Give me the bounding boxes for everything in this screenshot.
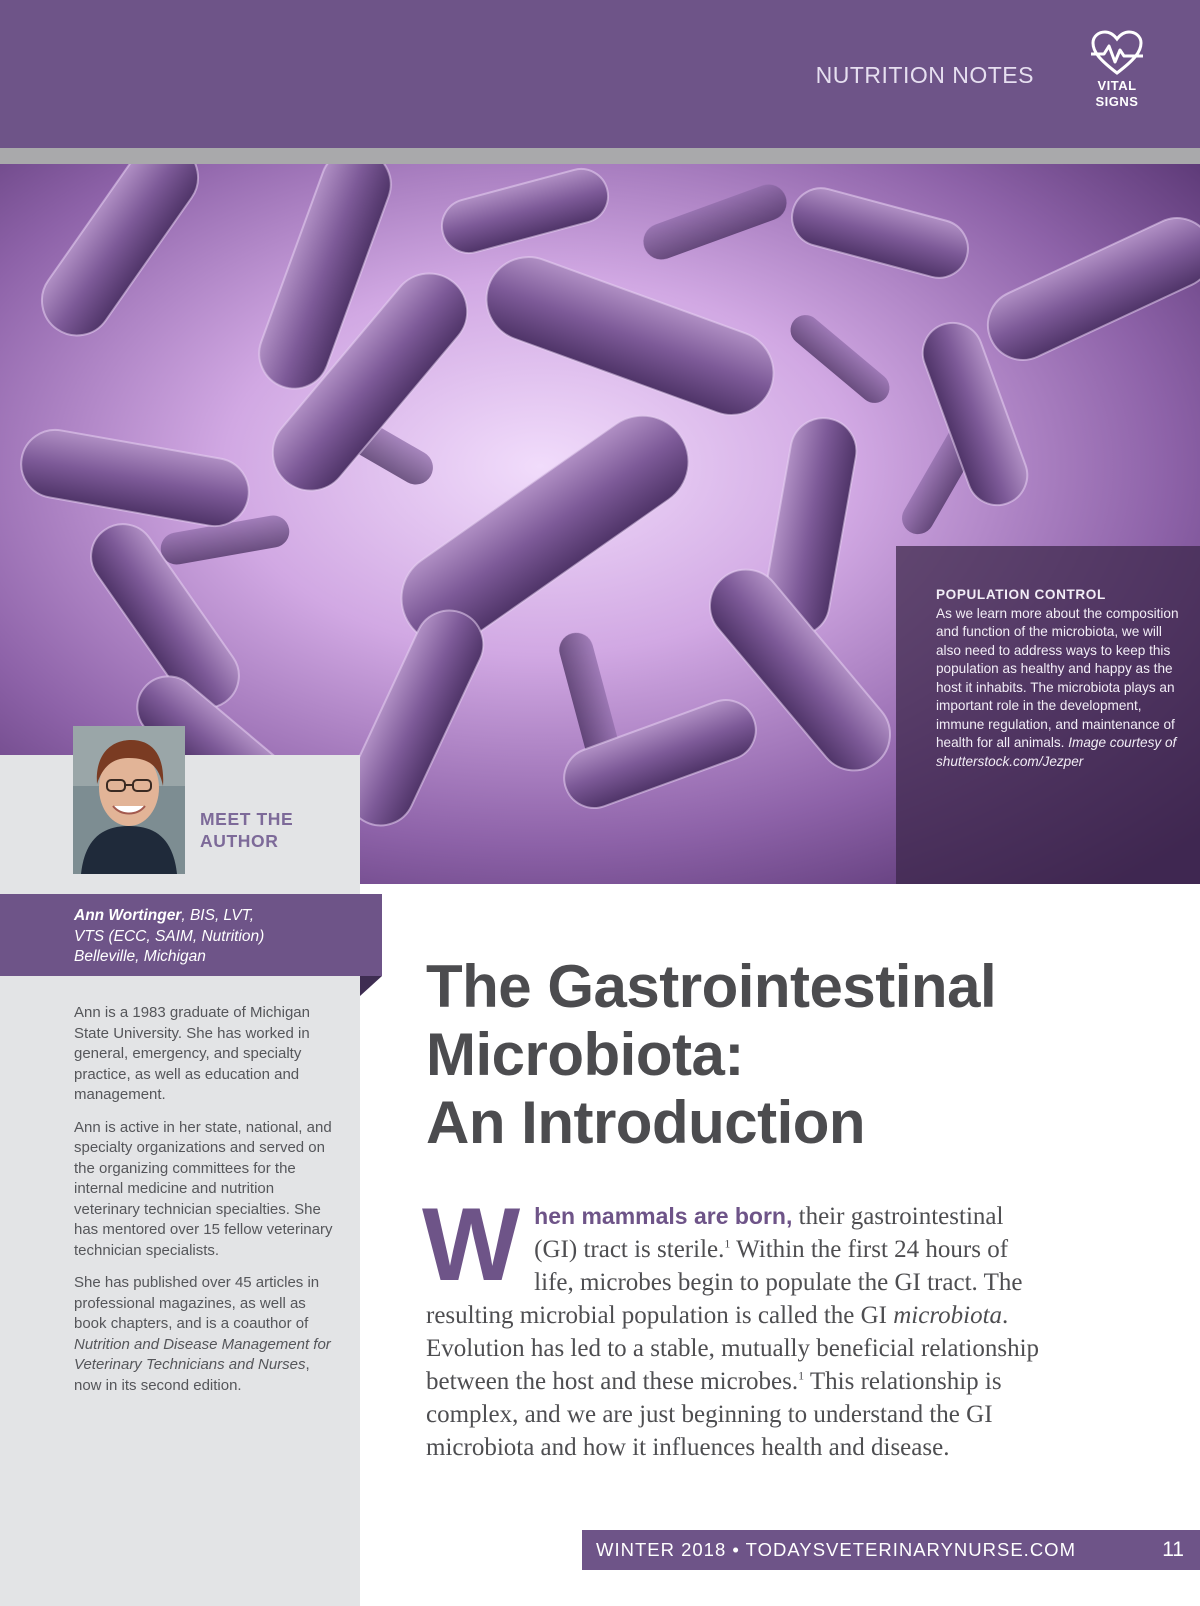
header-divider bbox=[0, 148, 1200, 164]
term-microbiota: microbiota bbox=[893, 1302, 1003, 1329]
author-degrees: , BIS, LVT, bbox=[181, 907, 255, 924]
author-name: Ann Wortinger bbox=[74, 907, 182, 924]
band-fold bbox=[360, 976, 382, 996]
intro-text-b: Within the first 24 hours of life, microbes begin to populate the GI tract. The resulting microbial population is called the GI bbox=[426, 1236, 1023, 1329]
page-footer bbox=[582, 1530, 1200, 1570]
section-title: NUTRITION NOTES bbox=[815, 62, 1034, 88]
article-intro bbox=[422, 1187, 1046, 1464]
caption-text: As we learn more about the composition and function of the microbiota, we will also need to address ways to keep this population as healthy and happy as the host it inhabits. The microbiota plays an important role in the development, immune regulation, and maintenance of health for all animals. bbox=[936, 605, 1179, 750]
page-number: 11 bbox=[1162, 1538, 1184, 1561]
image-credit: Image courtesy of shutterstock.com/Jezper bbox=[936, 735, 1177, 769]
author-location: Belleville, Michigan bbox=[74, 948, 206, 965]
heart-pulse-icon bbox=[1090, 30, 1144, 76]
badge-line-1: VITAL bbox=[1097, 78, 1137, 93]
title-line-1: The Gastrointestinal bbox=[426, 953, 997, 1020]
badge-line-2: SIGNS bbox=[1095, 94, 1139, 109]
bio3-end: , now in its second edition. bbox=[74, 1356, 310, 1394]
bio3-text: She has published over 45 articles in professional magazines, as well as book chapters, and is a coauthor of bbox=[74, 1274, 320, 1332]
drop-cap: W bbox=[422, 1187, 521, 1303]
lead-in: hen mammals are born, bbox=[534, 1203, 793, 1229]
author-photo bbox=[73, 726, 185, 874]
meet-line-1: MEET THE bbox=[200, 809, 294, 829]
intro-text-a: their gastrointestinal (GI) tract is sterile. bbox=[534, 1203, 1004, 1263]
title-line-3: An Introduction bbox=[426, 1089, 866, 1156]
bio-paragraph-2: Ann is active in her state, national, and specialty organizations and served on the organizing committees for the internal medicine and nutrition veterinary technician specialties. She has mentored over 15 fellow veterinary technician specialists. bbox=[74, 1118, 333, 1259]
caption-title: POPULATION CONTROL bbox=[936, 587, 1106, 602]
meet-the-author-label bbox=[200, 808, 293, 852]
book-title: Nutrition and Disease Management for Veterinary Technicians and Nurses bbox=[74, 1335, 331, 1373]
meet-line-2: AUTHOR bbox=[200, 831, 279, 851]
title-line-2: Microbiota: bbox=[426, 1021, 744, 1088]
image-caption bbox=[896, 546, 1200, 884]
issue-and-site: WINTER 2018 • TODAYSVETERINARYNURSE.COM bbox=[596, 1539, 1076, 1560]
author-credentials bbox=[0, 894, 382, 976]
article-title bbox=[426, 953, 1166, 1157]
bio-paragraph-3 bbox=[74, 1273, 336, 1396]
author-specialties: VTS (ECC, SAIM, Nutrition) bbox=[74, 927, 265, 945]
reference-2: 1 bbox=[798, 1368, 805, 1383]
intro-text-d: This relationship is complex, and we are just beginning to understand the GI microbiota and how it influences health and disease. bbox=[426, 1368, 1002, 1461]
vital-signs-badge bbox=[1082, 30, 1152, 110]
intro-text-c: . Evolution has led to a stable, mutually beneficial relationship between the host and these microbes. bbox=[426, 1302, 1040, 1395]
reference-1: 1 bbox=[724, 1236, 731, 1251]
author-bio bbox=[74, 1003, 336, 1408]
header-band bbox=[0, 0, 1200, 148]
bio-paragraph-1: Ann is a 1983 graduate of Michigan State University. She has worked in general, emergency, and specialty practice, as well as education and management. bbox=[74, 1004, 310, 1103]
